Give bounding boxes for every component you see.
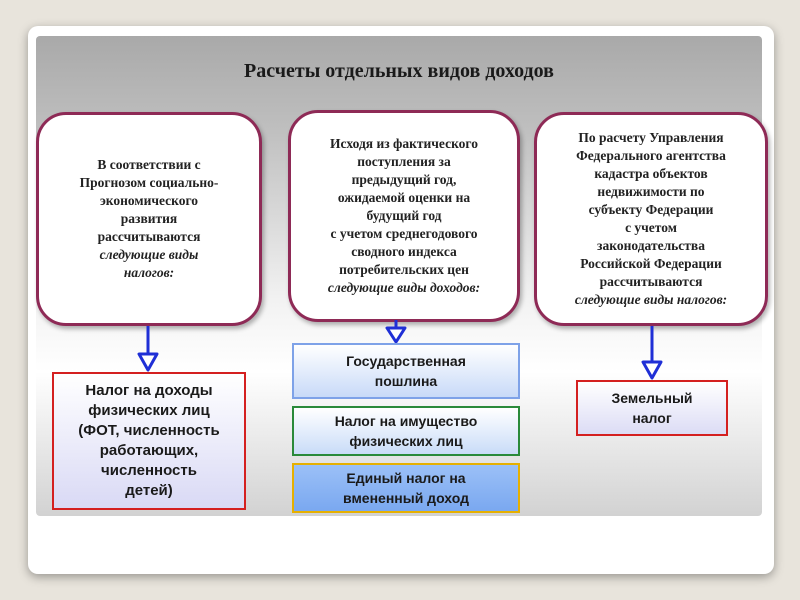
bubble-line: Исходя из фактического — [330, 136, 478, 151]
tax-line: Налог на доходы — [85, 382, 213, 399]
bubble-line: субъекту Федерации — [588, 202, 714, 217]
tax-line: Единый налог на — [346, 470, 466, 486]
bubble-italic-line: налогов: — [123, 265, 175, 280]
arrow-down-icon — [641, 326, 663, 380]
bubble-line: будущий год — [366, 208, 442, 223]
bubble-line: По расчету Управления — [578, 130, 724, 145]
tax-line: детей) — [125, 482, 173, 499]
arrow-down-icon — [137, 326, 159, 372]
bubble-line: рассчитываются — [599, 274, 703, 289]
source-bubble-actual-receipts — [288, 110, 520, 322]
bubble-line: рассчитываются — [97, 229, 201, 244]
tax-box-personal-income — [52, 372, 246, 510]
bubble-line: недвижимости по — [597, 184, 705, 199]
bubble-line: законодательства — [597, 238, 705, 253]
bubble-line: Российской Федерации — [580, 256, 722, 271]
tax-box-imputed-income — [292, 463, 520, 513]
tax-line: вмененный доход — [343, 490, 469, 506]
bubble-line: сводного индекса — [351, 244, 457, 259]
tax-box-state-duty — [292, 343, 520, 399]
tax-line: пошлина — [374, 373, 438, 389]
diagram-title: Расчеты отдельных видов доходов — [244, 60, 554, 82]
tax-line: численность — [101, 462, 197, 479]
tax-line: работающих, — [99, 442, 199, 459]
bubble-line: кадастра объектов — [594, 166, 708, 181]
bubble-line: Федерального агентства — [576, 148, 726, 163]
arrow-down-icon — [385, 320, 407, 344]
bubble-line: предыдущий год, — [351, 172, 457, 187]
bubble-line: развития — [120, 211, 178, 226]
bubble-line: Прогнозом социально- — [79, 175, 219, 190]
tax-line: Государственная — [346, 353, 466, 369]
bubble-line: В соответствии с — [97, 157, 201, 172]
tax-line: физических лиц — [88, 402, 210, 419]
bubble-line: экономического — [99, 193, 199, 208]
bubble-line: потребительских цен — [339, 262, 469, 277]
tax-box-land — [576, 380, 728, 436]
tax-line: налог — [632, 410, 672, 426]
tax-box-property — [292, 406, 520, 456]
bubble-line: с учетом — [625, 220, 677, 235]
bubble-line: поступления за — [357, 154, 451, 169]
tax-line: Налог на имущество — [334, 413, 478, 429]
bubble-line: с учетом среднегодового — [330, 226, 478, 241]
tax-line: физических лиц — [349, 433, 463, 449]
bubble-line: ожидаемой оценки на — [337, 190, 471, 205]
bubble-italic-line: следующие виды доходов: — [327, 280, 481, 295]
bubble-italic-line: следующие виды налогов: — [574, 292, 728, 307]
tax-line: Земельный — [611, 390, 693, 406]
source-bubble-forecast — [36, 112, 262, 326]
source-bubble-cadastre — [534, 112, 768, 326]
bubble-italic-line: следующие виды — [99, 247, 199, 262]
tax-line: (ФОТ, численность — [78, 422, 220, 439]
